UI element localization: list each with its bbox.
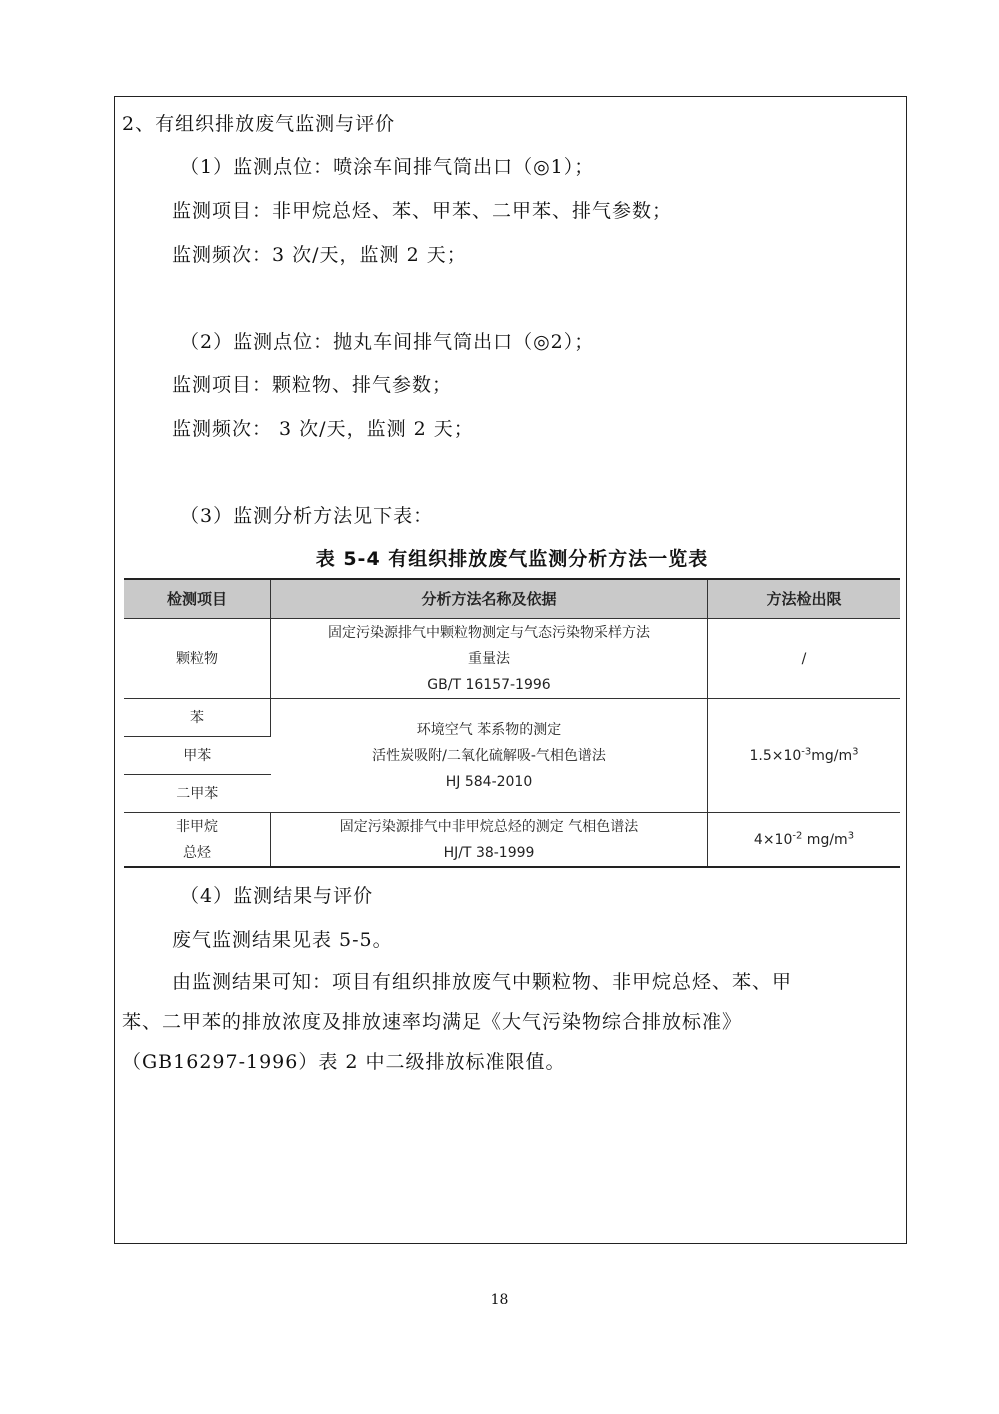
header-item: 检测项目 bbox=[124, 579, 271, 619]
limit-exponent: -3 bbox=[801, 746, 812, 758]
cell-item: 甲苯 bbox=[124, 737, 271, 775]
section-heading: 2、有组织排放废气监测与评价 bbox=[122, 113, 396, 135]
page-number: 18 bbox=[490, 1292, 509, 1308]
paragraph-line: 苯、二甲苯的排放浓度及排放速率均满足《大气污染物综合排放标准》 bbox=[122, 1011, 743, 1033]
method-line: GB/T 16157-1996 bbox=[427, 676, 551, 693]
cell-method bbox=[271, 813, 708, 867]
results-paragraph bbox=[122, 962, 900, 1082]
table-header-row bbox=[124, 579, 900, 619]
cell-item bbox=[124, 813, 271, 867]
cell-limit: / bbox=[708, 619, 901, 699]
limit-unit: mg/m bbox=[811, 747, 853, 764]
method-line: HJ/T 38-1999 bbox=[443, 844, 535, 861]
method-line: 活性炭吸附/二氧化硫解吸-气相色谱法 bbox=[372, 747, 606, 764]
method-line: HJ 584-2010 bbox=[445, 773, 533, 790]
results-heading: （4）监测结果与评价 bbox=[180, 885, 374, 907]
monitoring-point-2: （2）监测点位：抛丸车间排气筒出口（◎2）； bbox=[180, 331, 595, 353]
limit-exponent: -2 bbox=[792, 830, 803, 842]
table-row bbox=[124, 813, 900, 867]
cell-item: 苯 bbox=[124, 699, 271, 737]
results-line: 废气监测结果见表 5-5。 bbox=[172, 929, 393, 951]
monitoring-frequency-2: 监测频次： 3 次/天，监测 2 天； bbox=[172, 418, 474, 440]
cell-limit-shared bbox=[708, 699, 901, 813]
limit-base: 1.5×10 bbox=[749, 747, 802, 764]
method-line: 固定污染源排气中颗粒物测定与气态污染物采样方法 bbox=[328, 624, 650, 641]
monitoring-items-1: 监测项目：非甲烷总烃、苯、甲苯、二甲苯、排气参数； bbox=[172, 200, 673, 222]
limit-unit-power: 3 bbox=[847, 830, 855, 842]
paragraph-line: 由监测结果可知：项目有组织排放废气中颗粒物、非甲烷总烃、苯、甲 bbox=[172, 971, 793, 993]
header-method: 分析方法名称及依据 bbox=[271, 579, 708, 619]
cell-item: 二甲苯 bbox=[124, 775, 271, 813]
monitoring-frequency-1: 监测频次：3 次/天，监测 2 天； bbox=[172, 244, 467, 266]
methods-table bbox=[124, 578, 900, 868]
cell-limit bbox=[708, 813, 901, 867]
methods-intro: （3）监测分析方法见下表： bbox=[180, 505, 434, 527]
paragraph-line: （GB16297-1996）表 2 中二级排放标准限值。 bbox=[122, 1051, 566, 1073]
header-limit: 方法检出限 bbox=[708, 579, 901, 619]
item-line: 总烃 bbox=[183, 844, 211, 861]
cell-method-shared bbox=[271, 699, 708, 813]
limit-base: 4×10 bbox=[753, 831, 793, 848]
table-row bbox=[124, 699, 900, 737]
monitoring-items-2: 监测项目：颗粒物、排气参数； bbox=[172, 374, 453, 396]
monitoring-point-1: （1）监测点位：喷涂车间排气筒出口（◎1）； bbox=[180, 156, 595, 178]
item-line: 非甲烷 bbox=[176, 818, 218, 835]
table-row bbox=[124, 619, 900, 699]
method-line: 重量法 bbox=[468, 650, 510, 667]
limit-unit: mg/m bbox=[802, 831, 848, 848]
method-line: 环境空气 苯系物的测定 bbox=[416, 721, 562, 738]
limit-unit-power: 3 bbox=[852, 746, 859, 758]
table-title: 表 5-4 有组织排放废气监测分析方法一览表 bbox=[315, 548, 709, 570]
method-line: 固定污染源排气中非甲烷总烃的测定 气相色谱法 bbox=[339, 818, 639, 835]
cell-method bbox=[271, 619, 708, 699]
cell-item: 颗粒物 bbox=[124, 619, 271, 699]
